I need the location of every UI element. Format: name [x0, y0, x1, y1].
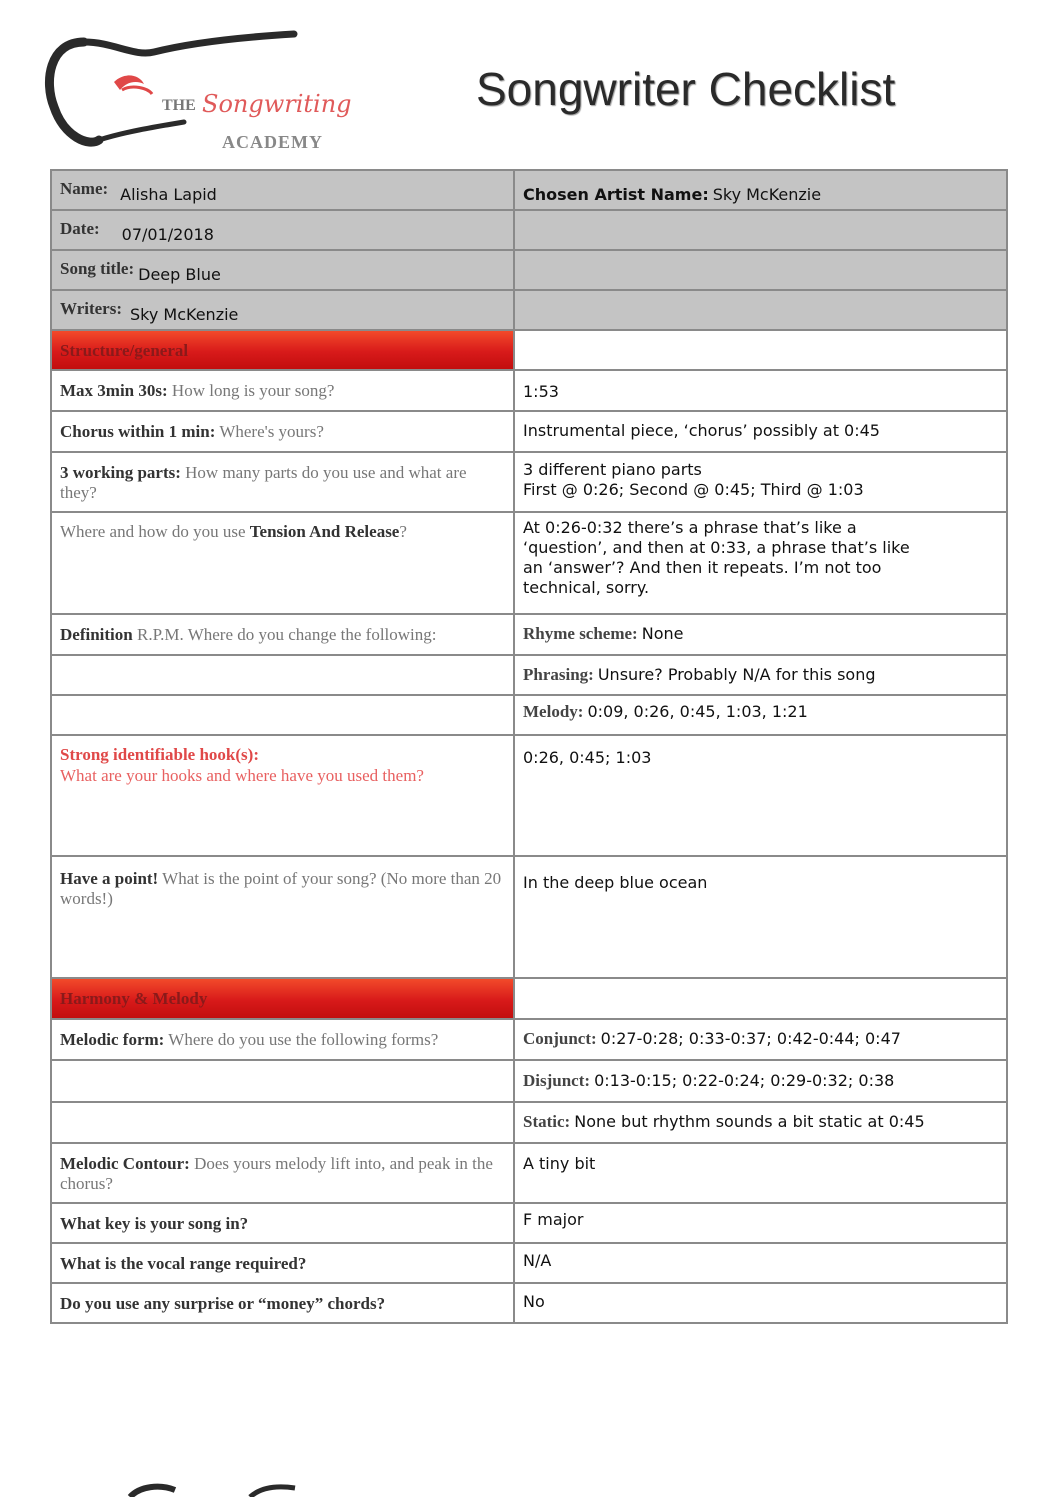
name-row: [51, 170, 1007, 210]
rhyme-answer: None: [641, 624, 684, 643]
key-answer-cell[interactable]: [514, 1203, 1007, 1243]
logo-text-academy: ACADEMY: [222, 132, 323, 152]
tension-question-end: ?: [399, 522, 407, 541]
phrasing-blank-cell: [51, 655, 514, 695]
hook-answer: 0:26, 0:45; 1:03: [523, 748, 652, 767]
phrasing-row: [51, 655, 1007, 695]
structure-section-blank: [514, 330, 1007, 370]
artist-cell: [514, 170, 1007, 210]
song-title-value[interactable]: Deep Blue: [138, 265, 221, 284]
static-label: Static:: [523, 1112, 571, 1131]
length-row: [51, 370, 1007, 411]
chorus-question-text: Where's yours?: [215, 422, 324, 441]
name-label: Name:: [60, 179, 109, 198]
structure-section-header: [51, 330, 514, 370]
guitar-logo-fragment-icon: [60, 1480, 320, 1497]
melodic-form-bold: Melodic form:: [60, 1030, 165, 1049]
logo-text-songwriting: Songwriting: [202, 90, 352, 118]
melody-cell[interactable]: [514, 695, 1007, 735]
rpm-question-bold: Definition: [60, 625, 133, 644]
melodic-form-row: [51, 1019, 1007, 1060]
chorus-question-bold: Chorus within 1 min:: [60, 422, 216, 441]
parts-answer-line-1: 3 different piano parts: [523, 460, 702, 479]
melody-row: [51, 695, 1007, 735]
parts-question-cell: [51, 452, 514, 512]
disjunct-answer: 0:13-0:15; 0:22-0:24; 0:29-0:32; 0:38: [594, 1071, 895, 1090]
disjunct-cell[interactable]: [514, 1060, 1007, 1102]
parts-question-bold: 3 working parts:: [60, 463, 181, 482]
song-title-cell: [51, 250, 514, 290]
conjunct-cell[interactable]: [514, 1019, 1007, 1060]
melodic-form-question: [60, 1020, 505, 1050]
key-question-bold: What key is your song in?: [60, 1214, 249, 1233]
chorus-question: [60, 412, 505, 442]
length-question-bold: Max 3min 30s:: [60, 381, 168, 400]
writers-value[interactable]: Sky McKenzie: [130, 305, 239, 324]
key-answer: F major: [523, 1210, 584, 1229]
point-question-bold: Have a point!: [60, 869, 159, 888]
parts-question-text: How many parts do you use and what are they?: [60, 463, 467, 502]
chorus-row: [51, 411, 1007, 452]
harmony-section-header: [51, 978, 514, 1019]
static-blank-cell: [51, 1102, 514, 1143]
name-value[interactable]: Alisha Lapid: [120, 185, 217, 204]
harmony-section-row: [51, 978, 1007, 1019]
surprise-question-cell: [51, 1283, 514, 1323]
song-title-label: Song title:: [60, 259, 135, 278]
disjunct-label: Disjunct:: [523, 1071, 591, 1090]
static-row: [51, 1102, 1007, 1143]
length-answer-cell[interactable]: [514, 370, 1007, 411]
rpm-question-cell: [51, 614, 514, 655]
date-cell: [51, 210, 514, 250]
academy-logo: [44, 22, 352, 162]
checklist-table: [50, 169, 1008, 1324]
chorus-question-cell: [51, 411, 514, 452]
length-question-cell: [51, 370, 514, 411]
point-row: [51, 856, 1007, 978]
rpm-question: [60, 615, 505, 645]
contour-question-bold: Melodic Contour:: [60, 1154, 190, 1173]
name-cell: [51, 170, 514, 210]
conjunct-label: Conjunct:: [523, 1029, 597, 1048]
tension-question-bold: Tension And Release: [249, 522, 400, 541]
date-label: Date:: [60, 219, 100, 238]
point-question: [60, 857, 505, 909]
hook-answer-cell[interactable]: [514, 735, 1007, 856]
key-question-cell: [51, 1203, 514, 1243]
point-answer-cell[interactable]: [514, 856, 1007, 978]
range-question: [60, 1244, 505, 1274]
length-question-text: How long is your song?: [167, 381, 335, 400]
key-question: [60, 1204, 505, 1234]
phrasing-cell[interactable]: [514, 655, 1007, 695]
point-question-text: What is the point of your song? (No more than 20 words!): [60, 869, 502, 908]
hook-question-cell: [51, 735, 514, 856]
surprise-question: [60, 1284, 505, 1314]
next-page-logo-fragment: [60, 1480, 320, 1497]
rhyme-cell[interactable]: [514, 614, 1007, 655]
phrasing-label: Phrasing:: [523, 665, 594, 684]
harmony-section-blank: [514, 978, 1007, 1019]
date-row: [51, 210, 1007, 250]
contour-question: [60, 1144, 505, 1194]
writers-cell: [51, 290, 514, 330]
writers-label: Writers:: [60, 299, 122, 318]
range-question-bold: What is the vocal range required?: [60, 1254, 307, 1273]
logo-text-the: THE: [162, 97, 196, 114]
tension-question: [60, 513, 505, 542]
static-answer: None but rhythm sounds a bit static at 0:45: [574, 1112, 925, 1131]
chorus-answer-cell[interactable]: [514, 411, 1007, 452]
artist-label: Chosen Artist Name:: [523, 185, 709, 204]
artist-value[interactable]: Sky McKenzie: [712, 185, 822, 204]
length-answer: 1:53: [523, 382, 559, 401]
parts-answer-line-2: First @ 0:26; Second @ 0:45; Third @ 1:03: [523, 480, 864, 499]
static-cell[interactable]: [514, 1102, 1007, 1143]
rhyme-label: Rhyme scheme:: [523, 624, 638, 643]
structure-section-title: Structure/general: [60, 341, 189, 360]
writers-blank-cell: [514, 290, 1007, 330]
hook-question: [60, 736, 505, 786]
tension-row: [51, 512, 1007, 614]
disjunct-row: [51, 1060, 1007, 1102]
range-answer-cell[interactable]: [514, 1243, 1007, 1283]
contour-row: [51, 1143, 1007, 1203]
page-title: Songwriter Checklist: [476, 63, 896, 115]
contour-question-text: Does yours melody lift into, and peak in the chorus?: [60, 1154, 493, 1193]
range-answer: N/A: [523, 1251, 552, 1270]
song-blank-cell: [514, 250, 1007, 290]
surprise-question-bold: Do you use any surprise or “money” chords?: [60, 1294, 386, 1313]
parts-answer-cell[interactable]: [514, 452, 1007, 512]
surprise-row: [51, 1283, 1007, 1323]
harmony-section-title: Harmony & Melody: [60, 989, 208, 1008]
chorus-answer: Instrumental piece, ‘chorus’ possibly at 0:45: [523, 421, 880, 440]
writers-row: [51, 290, 1007, 330]
surprise-answer: No: [523, 1292, 545, 1311]
disjunct-blank-cell: [51, 1060, 514, 1102]
contour-answer: A tiny bit: [523, 1154, 596, 1173]
parts-question: [60, 453, 505, 503]
range-row: [51, 1243, 1007, 1283]
date-value[interactable]: 07/01/2018: [121, 225, 214, 244]
hook-row: [51, 735, 1007, 856]
tension-question-text: Where and how do you use: [60, 522, 250, 541]
tension-answer: At 0:26-0:32 there’s a phrase that’s like a ‘question’, and then at 0:33, a phrase that’s like an ‘answer’? And then it repeats. I’m not too technical, sorry.: [523, 518, 910, 597]
rpm-row: [51, 614, 1007, 655]
tension-answer-cell[interactable]: [514, 512, 1007, 614]
melody-label: Melody:: [523, 702, 584, 721]
conjunct-answer: 0:27-0:28; 0:33-0:37; 0:42-0:44; 0:47: [600, 1029, 901, 1048]
range-question-cell: [51, 1243, 514, 1283]
rpm-question-text: R.P.M. Where do you change the following:: [132, 625, 437, 644]
hook-question-bold: Strong identifiable hook(s):: [60, 745, 259, 764]
melodic-form-question-cell: [51, 1019, 514, 1060]
melodic-form-text: Where do you use the following forms?: [164, 1030, 439, 1049]
contour-answer-cell[interactable]: [514, 1143, 1007, 1203]
phrasing-answer: Unsure? Probably N/A for this song: [597, 665, 876, 684]
parts-row: [51, 452, 1007, 512]
song-title-row: [51, 250, 1007, 290]
point-answer: In the deep blue ocean: [523, 873, 708, 892]
contour-question-cell: [51, 1143, 514, 1203]
tension-question-cell: [51, 512, 514, 614]
melody-blank-cell: [51, 695, 514, 735]
structure-section-row: [51, 330, 1007, 370]
length-question: [60, 371, 505, 401]
key-row: [51, 1203, 1007, 1243]
date-blank-cell: [514, 210, 1007, 250]
surprise-answer-cell[interactable]: [514, 1283, 1007, 1323]
hook-question-text: What are your hooks and where have you used them?: [60, 766, 424, 785]
melody-answer: 0:09, 0:26, 0:45, 1:03, 1:21: [587, 702, 808, 721]
point-question-cell: [51, 856, 514, 978]
